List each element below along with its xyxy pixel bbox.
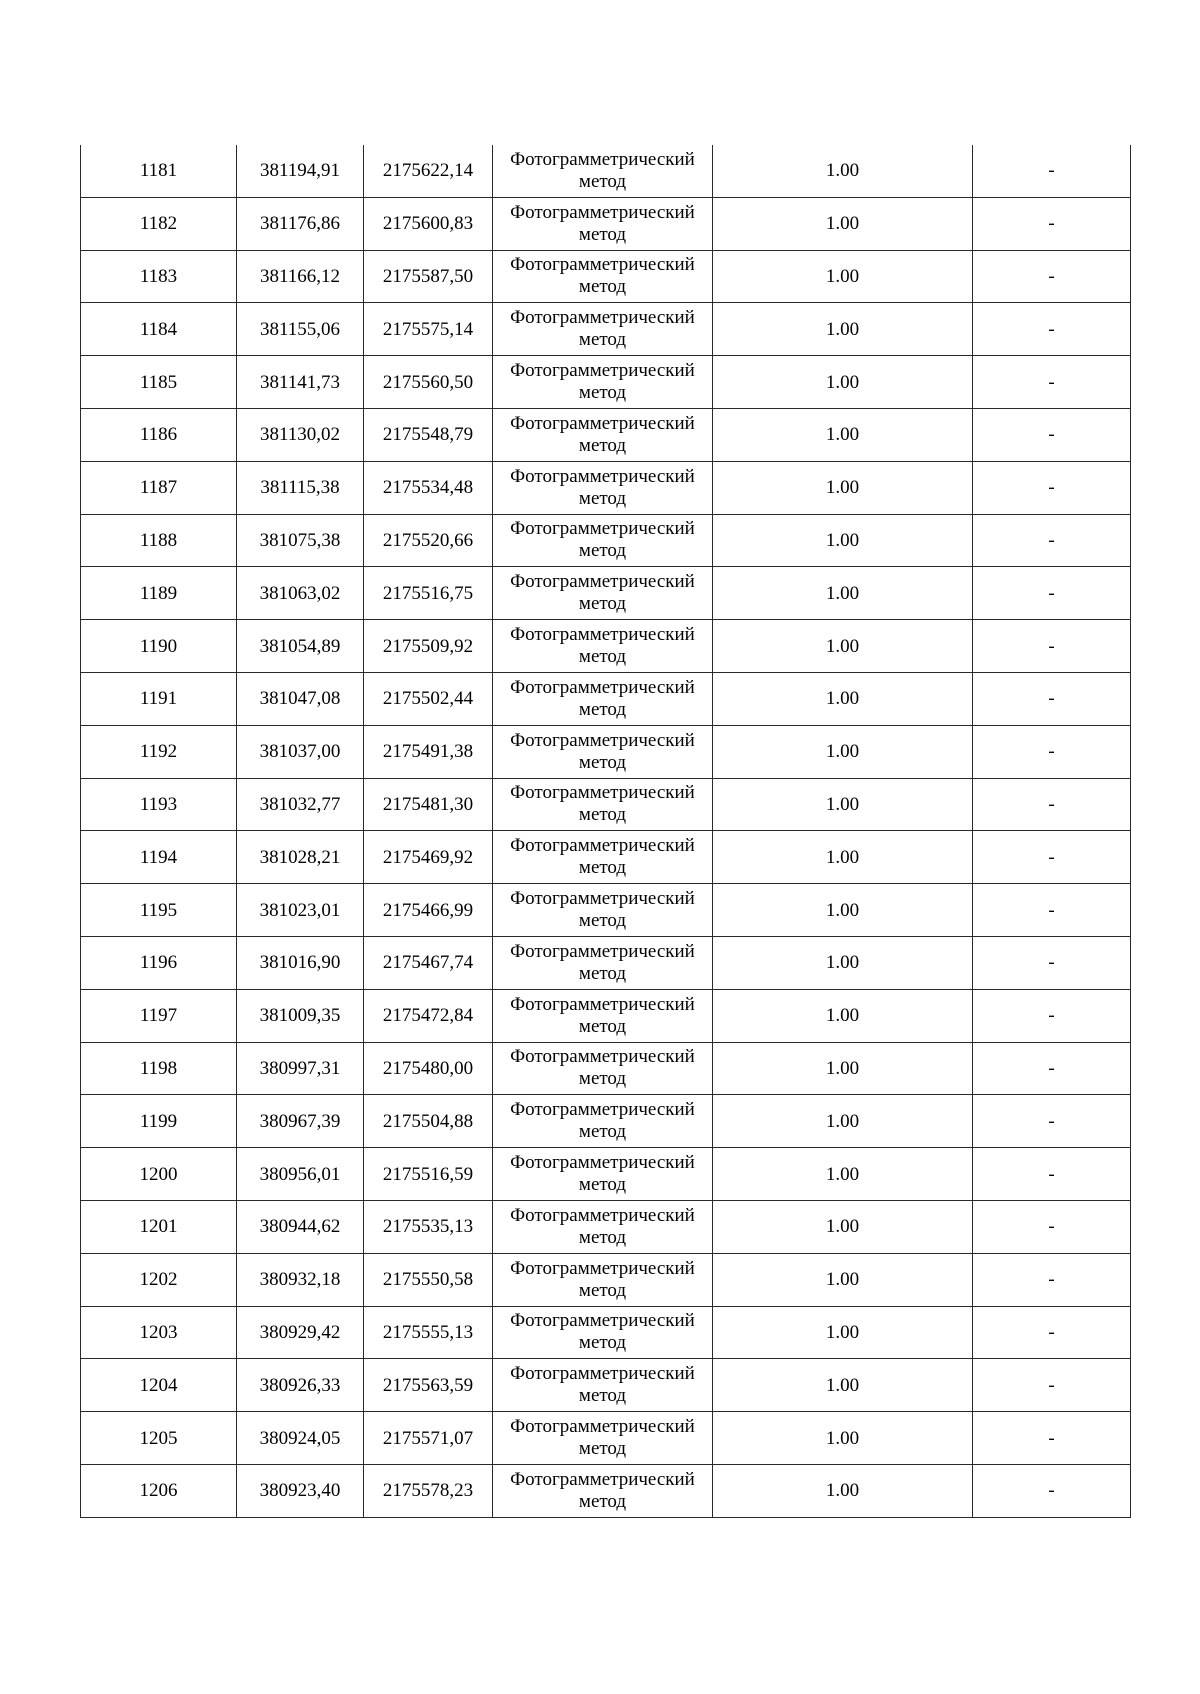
point-number-cell: 1183 — [81, 250, 237, 303]
point-number-cell: 1193 — [81, 778, 237, 831]
description-cell: - — [973, 1359, 1131, 1412]
description-cell: - — [973, 303, 1131, 356]
method-cell: Фотограмметрический метод — [493, 461, 713, 514]
method-cell: Фотограмметрический метод — [493, 936, 713, 989]
coordinate-y-cell: 2175587,50 — [364, 250, 493, 303]
accuracy-cell: 1.00 — [713, 884, 973, 937]
description-cell: - — [973, 725, 1131, 778]
description-cell: - — [973, 1148, 1131, 1201]
accuracy-cell: 1.00 — [713, 303, 973, 356]
point-number-cell: 1191 — [81, 672, 237, 725]
coordinate-x-cell: 380926,33 — [237, 1359, 364, 1412]
accuracy-cell: 1.00 — [713, 1148, 973, 1201]
coordinate-x-cell: 381141,73 — [237, 356, 364, 409]
point-number-cell: 1189 — [81, 567, 237, 620]
accuracy-cell: 1.00 — [713, 356, 973, 409]
accuracy-cell: 1.00 — [713, 197, 973, 250]
point-number-cell: 1203 — [81, 1306, 237, 1359]
point-number-cell: 1204 — [81, 1359, 237, 1412]
description-cell: - — [973, 514, 1131, 567]
accuracy-cell: 1.00 — [713, 989, 973, 1042]
description-cell: - — [973, 1253, 1131, 1306]
accuracy-cell: 1.00 — [713, 408, 973, 461]
coordinate-x-cell: 381130,02 — [237, 408, 364, 461]
method-cell: Фотограмметрический метод — [493, 1359, 713, 1412]
coordinate-y-cell: 2175509,92 — [364, 620, 493, 673]
table-row — [81, 250, 1131, 303]
coordinate-x-cell: 381016,90 — [237, 936, 364, 989]
method-cell: Фотограмметрический метод — [493, 1464, 713, 1517]
table-row — [81, 514, 1131, 567]
point-number-cell: 1182 — [81, 197, 237, 250]
table-row — [81, 1359, 1131, 1412]
coordinates-table — [80, 145, 1131, 1518]
method-cell: Фотограмметрический метод — [493, 884, 713, 937]
point-number-cell: 1185 — [81, 356, 237, 409]
accuracy-cell: 1.00 — [713, 461, 973, 514]
description-cell: - — [973, 1306, 1131, 1359]
description-cell: - — [973, 1412, 1131, 1465]
description-cell: - — [973, 1095, 1131, 1148]
table-row — [81, 408, 1131, 461]
table-row — [81, 197, 1131, 250]
coordinate-x-cell: 380997,31 — [237, 1042, 364, 1095]
table-row — [81, 725, 1131, 778]
coordinate-y-cell: 2175535,13 — [364, 1200, 493, 1253]
coordinate-y-cell: 2175491,38 — [364, 725, 493, 778]
coordinate-x-cell: 380924,05 — [237, 1412, 364, 1465]
coordinate-x-cell: 381023,01 — [237, 884, 364, 937]
method-cell: Фотограмметрический метод — [493, 1148, 713, 1201]
coordinate-y-cell: 2175516,59 — [364, 1148, 493, 1201]
coordinate-x-cell: 381032,77 — [237, 778, 364, 831]
accuracy-cell: 1.00 — [713, 1042, 973, 1095]
method-cell: Фотограмметрический метод — [493, 672, 713, 725]
coordinate-y-cell: 2175516,75 — [364, 567, 493, 620]
table-row — [81, 620, 1131, 673]
table-row — [81, 989, 1131, 1042]
coordinate-x-cell: 381047,08 — [237, 672, 364, 725]
method-cell: Фотограмметрический метод — [493, 1412, 713, 1465]
point-number-cell: 1181 — [81, 145, 237, 197]
coordinate-x-cell: 381075,38 — [237, 514, 364, 567]
description-cell: - — [973, 831, 1131, 884]
accuracy-cell: 1.00 — [713, 725, 973, 778]
accuracy-cell: 1.00 — [713, 620, 973, 673]
coordinate-y-cell: 2175555,13 — [364, 1306, 493, 1359]
accuracy-cell: 1.00 — [713, 672, 973, 725]
table-row — [81, 672, 1131, 725]
coordinates-table-wrapper — [80, 145, 1130, 1518]
coordinate-y-cell: 2175575,14 — [364, 303, 493, 356]
table-row — [81, 884, 1131, 937]
coordinate-y-cell: 2175571,07 — [364, 1412, 493, 1465]
point-number-cell: 1190 — [81, 620, 237, 673]
coordinate-y-cell: 2175504,88 — [364, 1095, 493, 1148]
coordinate-x-cell: 381009,35 — [237, 989, 364, 1042]
description-cell: - — [973, 567, 1131, 620]
coordinate-x-cell: 380944,62 — [237, 1200, 364, 1253]
method-cell: Фотограмметрический метод — [493, 725, 713, 778]
table-row — [81, 1306, 1131, 1359]
point-number-cell: 1198 — [81, 1042, 237, 1095]
description-cell: - — [973, 145, 1131, 197]
method-cell: Фотограмметрический метод — [493, 356, 713, 409]
table-row — [81, 303, 1131, 356]
point-number-cell: 1186 — [81, 408, 237, 461]
coordinate-x-cell: 380932,18 — [237, 1253, 364, 1306]
table-row — [81, 1200, 1131, 1253]
accuracy-cell: 1.00 — [713, 1253, 973, 1306]
coordinate-x-cell: 381194,91 — [237, 145, 364, 197]
accuracy-cell: 1.00 — [713, 567, 973, 620]
point-number-cell: 1188 — [81, 514, 237, 567]
coordinate-x-cell: 380956,01 — [237, 1148, 364, 1201]
coordinate-y-cell: 2175469,92 — [364, 831, 493, 884]
coordinate-y-cell: 2175578,23 — [364, 1464, 493, 1517]
table-row — [81, 356, 1131, 409]
table-row — [81, 936, 1131, 989]
description-cell: - — [973, 1042, 1131, 1095]
description-cell: - — [973, 250, 1131, 303]
accuracy-cell: 1.00 — [713, 1306, 973, 1359]
point-number-cell: 1184 — [81, 303, 237, 356]
coordinate-y-cell: 2175472,84 — [364, 989, 493, 1042]
method-cell: Фотограмметрический метод — [493, 1042, 713, 1095]
method-cell: Фотограмметрический метод — [493, 145, 713, 197]
table-row — [81, 778, 1131, 831]
coordinate-x-cell: 381115,38 — [237, 461, 364, 514]
point-number-cell: 1194 — [81, 831, 237, 884]
coordinate-x-cell: 380923,40 — [237, 1464, 364, 1517]
description-cell: - — [973, 408, 1131, 461]
method-cell: Фотограмметрический метод — [493, 778, 713, 831]
method-cell: Фотограмметрический метод — [493, 250, 713, 303]
coordinate-y-cell: 2175534,48 — [364, 461, 493, 514]
description-cell: - — [973, 197, 1131, 250]
point-number-cell: 1202 — [81, 1253, 237, 1306]
method-cell: Фотограмметрический метод — [493, 514, 713, 567]
coordinate-x-cell: 380967,39 — [237, 1095, 364, 1148]
description-cell: - — [973, 1464, 1131, 1517]
coordinate-y-cell: 2175600,83 — [364, 197, 493, 250]
accuracy-cell: 1.00 — [713, 250, 973, 303]
coordinate-y-cell: 2175466,99 — [364, 884, 493, 937]
coordinate-y-cell: 2175502,44 — [364, 672, 493, 725]
coordinate-y-cell: 2175481,30 — [364, 778, 493, 831]
description-cell: - — [973, 620, 1131, 673]
coordinate-y-cell: 2175550,58 — [364, 1253, 493, 1306]
coordinate-y-cell: 2175480,00 — [364, 1042, 493, 1095]
accuracy-cell: 1.00 — [713, 145, 973, 197]
table-row — [81, 567, 1131, 620]
description-cell: - — [973, 989, 1131, 1042]
table-row — [81, 145, 1131, 197]
description-cell: - — [973, 356, 1131, 409]
table-row — [81, 1412, 1131, 1465]
point-number-cell: 1206 — [81, 1464, 237, 1517]
coordinate-y-cell: 2175622,14 — [364, 145, 493, 197]
method-cell: Фотограмметрический метод — [493, 989, 713, 1042]
table-row — [81, 1464, 1131, 1517]
point-number-cell: 1201 — [81, 1200, 237, 1253]
accuracy-cell: 1.00 — [713, 831, 973, 884]
table-row — [81, 831, 1131, 884]
table-row — [81, 1148, 1131, 1201]
accuracy-cell: 1.00 — [713, 1359, 973, 1412]
accuracy-cell: 1.00 — [713, 1464, 973, 1517]
description-cell: - — [973, 672, 1131, 725]
description-cell: - — [973, 1200, 1131, 1253]
coordinate-x-cell: 381028,21 — [237, 831, 364, 884]
point-number-cell: 1199 — [81, 1095, 237, 1148]
method-cell: Фотограмметрический метод — [493, 831, 713, 884]
method-cell: Фотограмметрический метод — [493, 1306, 713, 1359]
point-number-cell: 1197 — [81, 989, 237, 1042]
coordinate-x-cell: 380929,42 — [237, 1306, 364, 1359]
coordinate-y-cell: 2175560,50 — [364, 356, 493, 409]
coordinate-y-cell: 2175467,74 — [364, 936, 493, 989]
description-cell: - — [973, 884, 1131, 937]
accuracy-cell: 1.00 — [713, 1095, 973, 1148]
accuracy-cell: 1.00 — [713, 1200, 973, 1253]
method-cell: Фотограмметрический метод — [493, 1200, 713, 1253]
coordinate-x-cell: 381037,00 — [237, 725, 364, 778]
coordinate-x-cell: 381176,86 — [237, 197, 364, 250]
table-row — [81, 1253, 1131, 1306]
method-cell: Фотограмметрический метод — [493, 303, 713, 356]
point-number-cell: 1187 — [81, 461, 237, 514]
point-number-cell: 1192 — [81, 725, 237, 778]
coordinate-x-cell: 381054,89 — [237, 620, 364, 673]
point-number-cell: 1196 — [81, 936, 237, 989]
method-cell: Фотограмметрический метод — [493, 567, 713, 620]
table-row — [81, 1095, 1131, 1148]
method-cell: Фотограмметрический метод — [493, 408, 713, 461]
table-row — [81, 1042, 1131, 1095]
accuracy-cell: 1.00 — [713, 778, 973, 831]
method-cell: Фотограмметрический метод — [493, 620, 713, 673]
coordinate-y-cell: 2175548,79 — [364, 408, 493, 461]
coordinate-y-cell: 2175520,66 — [364, 514, 493, 567]
accuracy-cell: 1.00 — [713, 936, 973, 989]
description-cell: - — [973, 936, 1131, 989]
table-body — [81, 145, 1131, 1517]
table-row — [81, 461, 1131, 514]
coordinate-y-cell: 2175563,59 — [364, 1359, 493, 1412]
method-cell: Фотограмметрический метод — [493, 1095, 713, 1148]
description-cell: - — [973, 778, 1131, 831]
point-number-cell: 1205 — [81, 1412, 237, 1465]
coordinate-x-cell: 381063,02 — [237, 567, 364, 620]
accuracy-cell: 1.00 — [713, 1412, 973, 1465]
coordinate-x-cell: 381155,06 — [237, 303, 364, 356]
coordinate-x-cell: 381166,12 — [237, 250, 364, 303]
point-number-cell: 1195 — [81, 884, 237, 937]
method-cell: Фотограмметрический метод — [493, 197, 713, 250]
description-cell: - — [973, 461, 1131, 514]
method-cell: Фотограмметрический метод — [493, 1253, 713, 1306]
point-number-cell: 1200 — [81, 1148, 237, 1201]
accuracy-cell: 1.00 — [713, 514, 973, 567]
